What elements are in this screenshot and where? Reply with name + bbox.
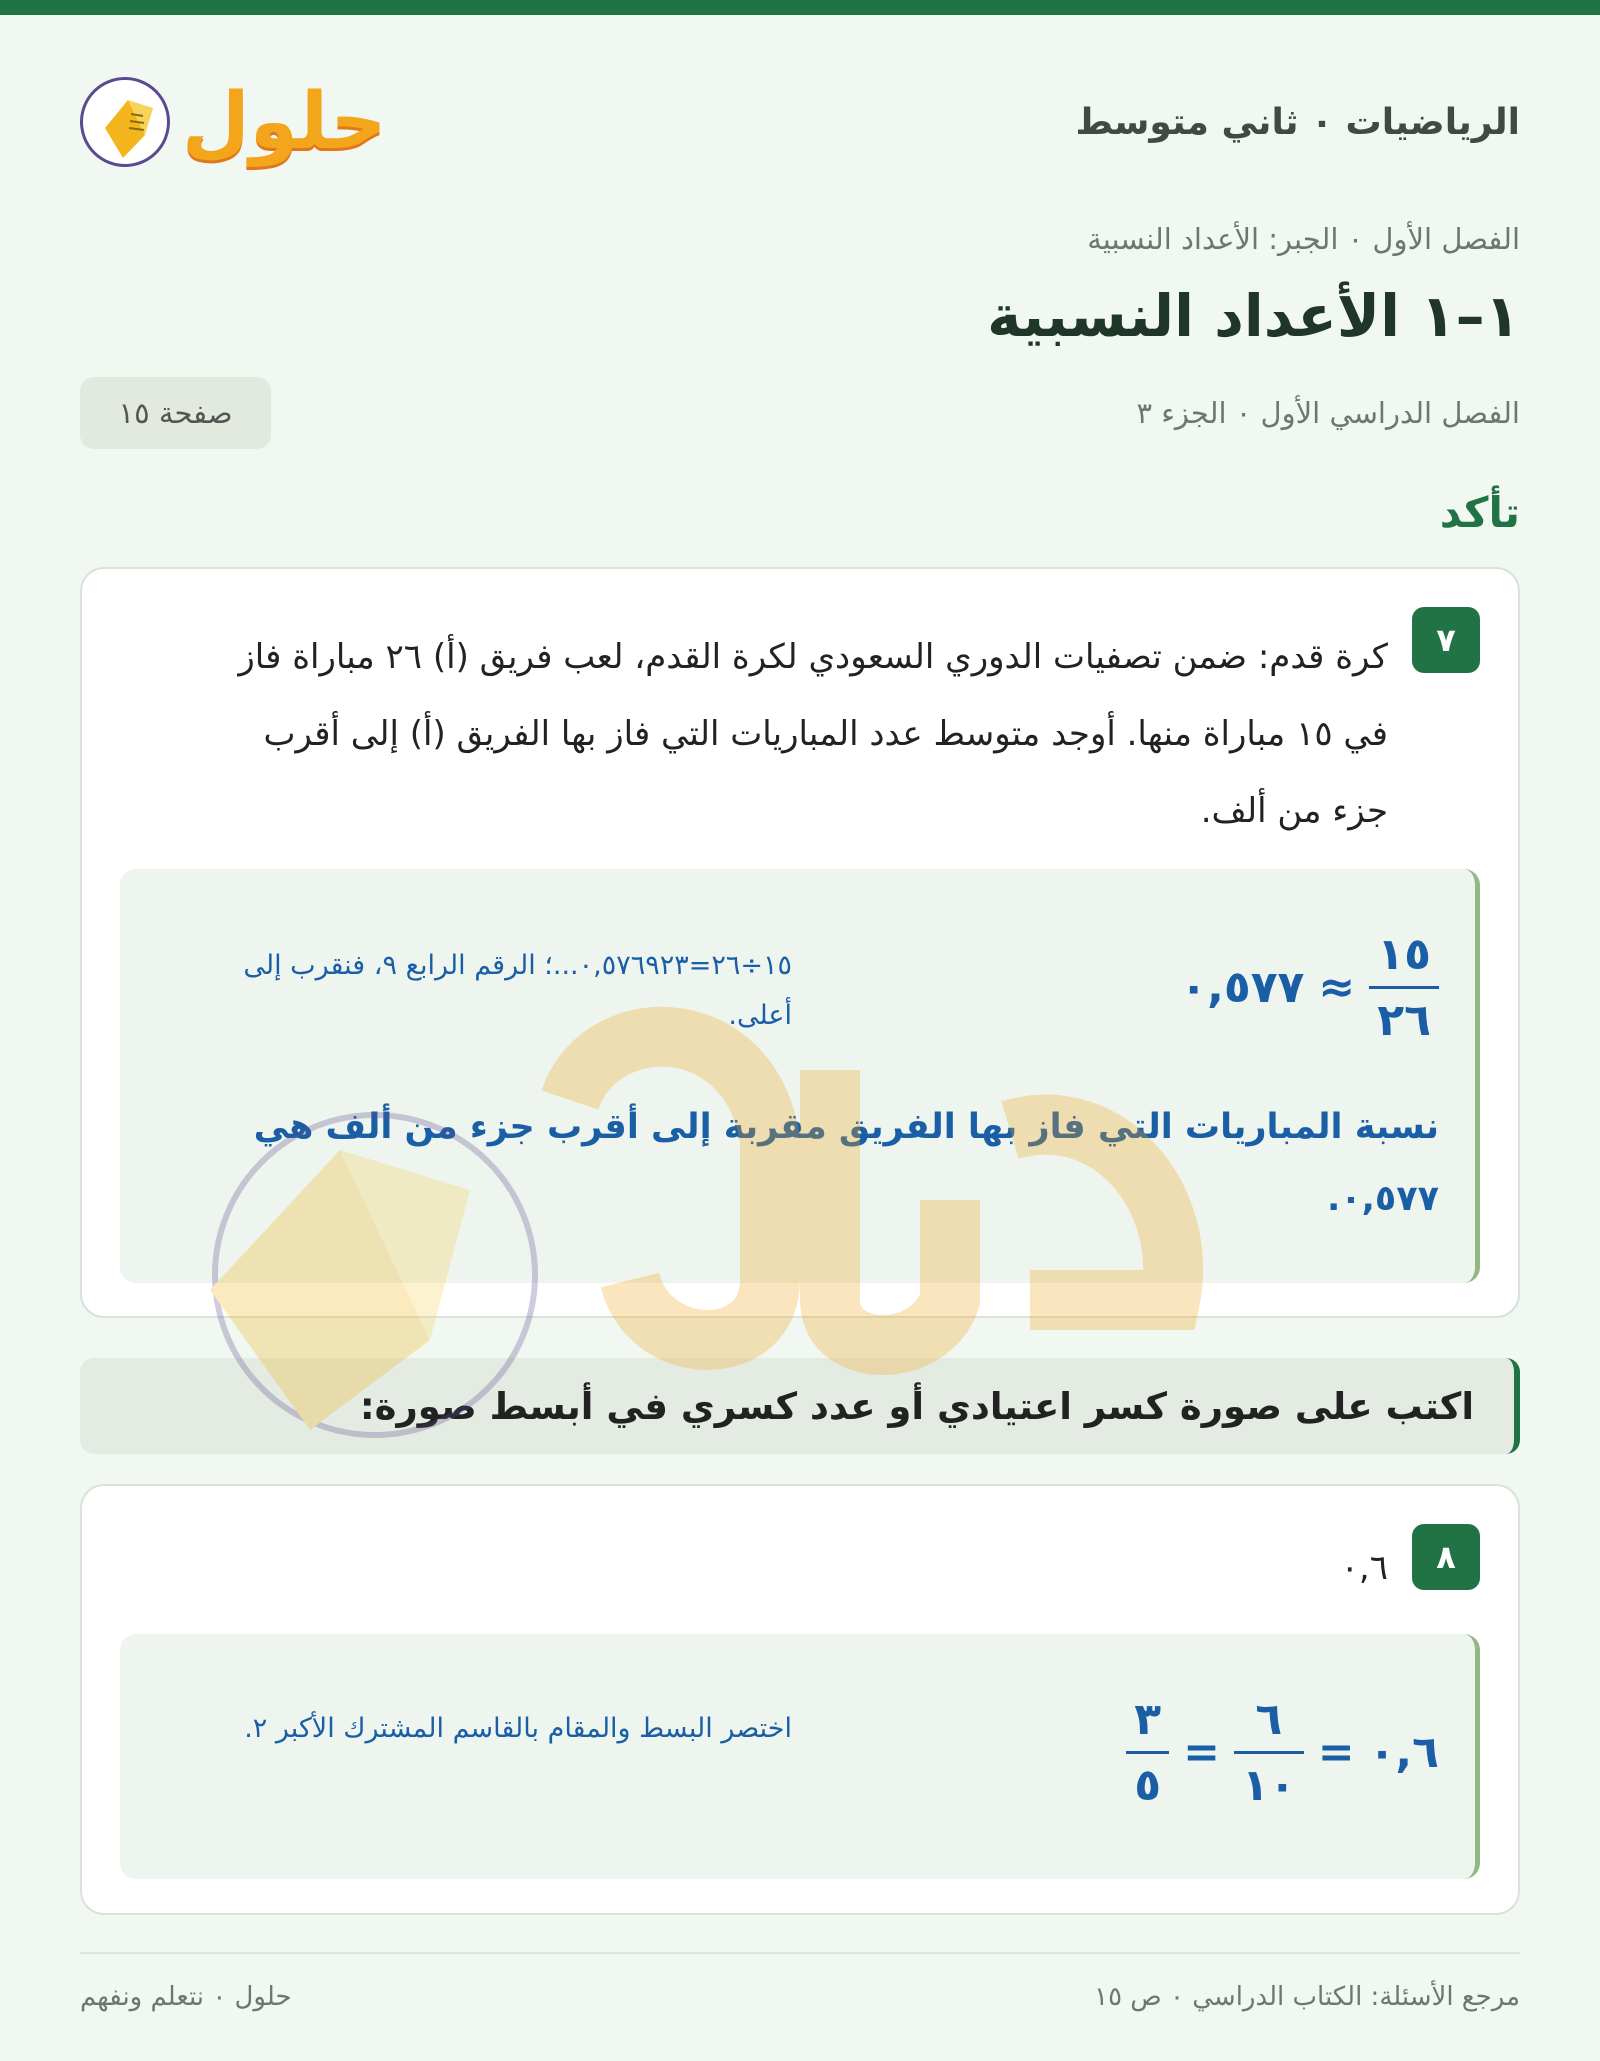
top-accent-bar xyxy=(0,0,1600,15)
semester-info: الفصل الدراسي الأول ٠ الجزء ٣ xyxy=(1136,396,1520,430)
fraction-denominator: ١٠ xyxy=(1234,1751,1304,1811)
logo xyxy=(80,77,387,167)
question-number: ٧ xyxy=(1412,607,1480,673)
fraction xyxy=(1369,929,1439,1046)
lesson-title: ١–١ الأعداد النسبية xyxy=(987,282,1520,350)
question-text: كرة قدم: ضمن تصفيات الدوري السعودي لكرة القدم، لعب فريق (أ) ٢٦ مباراة فاز في ١٥ مباراة منها. أوجد متوسط عدد المباريات التي فاز بها الفريق (أ) إلى أقرب جزء من ألف. xyxy=(238,637,1388,831)
solution-conclusion: نسبة المباريات التي فاز بها الفريق مقربة إلى أقرب جزء من ألف هي ٠,٥٧٧. xyxy=(253,1107,1439,1219)
section-label: تأكد xyxy=(1439,488,1520,537)
approx-result: ٠,٥٧٧ xyxy=(1180,962,1305,1013)
question-card-8 xyxy=(80,1484,1520,1915)
solution-box xyxy=(120,869,1480,1283)
logo-book-icon xyxy=(80,77,170,167)
breadcrumb: الفصل الأول ٠ الجبر: الأعداد النسبية xyxy=(1087,222,1520,256)
solution-note: اختصر البسط والمقام بالقاسم المشترك الأكبر ٢. xyxy=(244,1713,792,1744)
fraction-numerator: ٦ xyxy=(1255,1694,1283,1745)
question-card-7 xyxy=(80,567,1520,1318)
equals-sign: = xyxy=(1183,1727,1220,1778)
footer-divider xyxy=(80,1952,1520,1954)
subject-title: الرياضيات ٠ ثاني متوسط xyxy=(1075,101,1520,143)
fraction-numerator: ١٥ xyxy=(1377,929,1431,980)
page-header xyxy=(80,62,1520,182)
logo-text: حلول xyxy=(182,77,387,167)
fraction xyxy=(1234,1694,1304,1811)
question-text: ٠,٦ xyxy=(1340,1548,1388,1588)
simplified-fraction xyxy=(1126,1694,1169,1811)
fraction-denominator: ٥ xyxy=(1126,1751,1169,1811)
solution-note: ١٥÷٢٦=٠,٥٧٦٩٢٣...؛ الرقم الرابع ٩، فنقرب إلى أعلى. xyxy=(243,950,792,1031)
solution-math xyxy=(1180,929,1439,1046)
solution-box xyxy=(120,1634,1480,1879)
footer-reference: مرجع الأسئلة: الكتاب الدراسي ٠ ص ١٥ xyxy=(1094,1982,1520,2012)
fraction-numerator: ٣ xyxy=(1134,1694,1162,1745)
question-number: ٨ xyxy=(1412,1524,1480,1590)
page-number-badge: صفحة ١٥ xyxy=(80,377,271,449)
fraction-denominator: ٢٦ xyxy=(1369,986,1439,1046)
footer-brand: حلول ٠ نتعلم ونفهم xyxy=(80,1982,292,2012)
equals-sign: = xyxy=(1317,1727,1355,1778)
approx-sign: ≈ xyxy=(1318,962,1356,1013)
instruction-banner: اكتب على صورة كسر اعتيادي أو عدد كسري في أبسط صورة: xyxy=(80,1358,1520,1454)
solution-math xyxy=(1126,1694,1439,1811)
decimal-value: ٠,٦ xyxy=(1368,1727,1439,1778)
